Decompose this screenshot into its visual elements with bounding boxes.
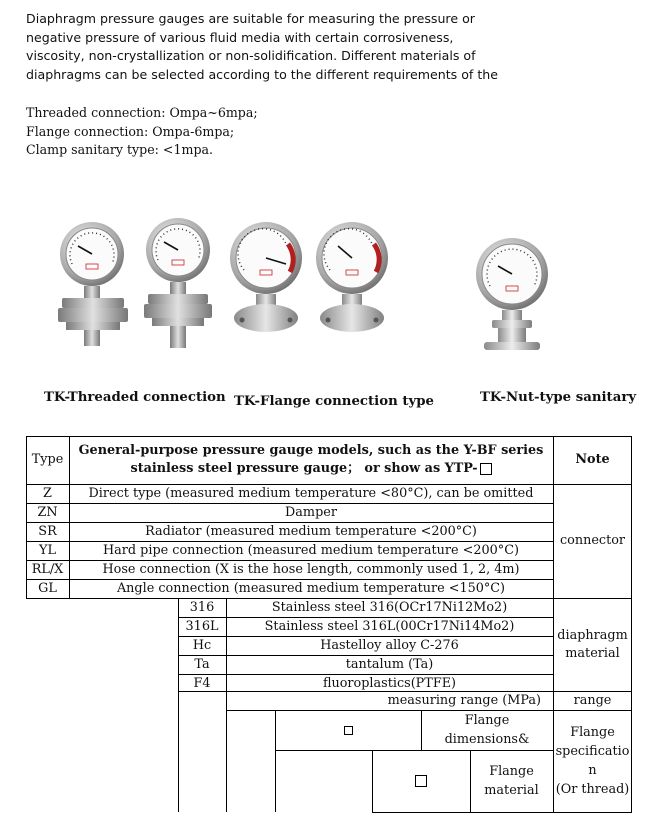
note-diaphragm-material [553, 598, 632, 691]
connector-code: GL [38, 580, 57, 596]
flange-gauges-photo [228, 218, 390, 338]
note-flange-specification [553, 710, 632, 812]
intro-line: Diaphragm pressure gauges are suitable for measuring the pressure or [26, 11, 475, 26]
placeholder-box [415, 775, 427, 787]
spec-clamp: Clamp sanitary type: <1mpa. [26, 142, 214, 158]
table-rule [178, 691, 632, 692]
intro-line: negative pressure of various fluid media with certain corrosiveness, [26, 29, 454, 45]
table-rule [178, 655, 553, 656]
table-rule [26, 560, 553, 561]
table-rule [26, 484, 632, 485]
connector-code: YL [39, 542, 56, 558]
note-spec-line4: (Or thread) [555, 782, 630, 797]
threaded-gauges-photo [50, 212, 220, 354]
table-rule [470, 750, 471, 812]
intro-paragraph [26, 10, 626, 84]
spec-flange: Flange connection: Ompa-6mpa; [26, 123, 235, 139]
table-border [26, 436, 27, 598]
header-models [69, 436, 553, 484]
placeholder-box [344, 726, 353, 735]
material-code: Hc [192, 637, 212, 653]
placeholder-box [480, 463, 492, 475]
table-rule [275, 710, 276, 812]
header-models-line1: General-purpose pressure gauge models, such as the Y-BF series [78, 443, 544, 458]
note-diaphragm-line1: diaphragm [557, 627, 628, 643]
intro-line: diaphragms can be selected according to the different requirements of the [26, 66, 499, 82]
intro-line: viscosity, non-crystallization or non-solidification. Different materials of [26, 48, 476, 64]
table-border [26, 436, 632, 437]
table-rule [372, 812, 632, 813]
connector-code: SR [38, 523, 57, 539]
caption-flange: TK-Flange connection type [234, 394, 435, 409]
flange-material-line1: Flange [489, 764, 534, 779]
table-rule [372, 750, 373, 812]
table-rule [421, 710, 422, 750]
connector-desc: Hard pipe connection (measured medium temperature <200°C) [103, 542, 519, 558]
header-type: Type [31, 452, 64, 467]
material-desc: fluoroplastics(PTFE) [322, 675, 457, 691]
table-rule [275, 750, 553, 751]
table-rule [26, 598, 632, 599]
material-desc: Stainless steel 316(OCr17Ni12Mo2) [271, 599, 508, 615]
table-rule [26, 522, 553, 523]
connector-code: Z [43, 485, 52, 501]
connector-code: RL/X [31, 561, 64, 577]
connector-desc: Hose connection (X is the hose length, commonly used 1, 2, 4m) [102, 561, 520, 577]
table-rule [178, 598, 179, 812]
flange-dimensions [421, 710, 553, 750]
table-rule [553, 436, 554, 812]
material-desc: tantalum (Ta) [345, 656, 434, 672]
table-rule [26, 579, 553, 580]
table-rule [178, 674, 553, 675]
table-rule [178, 636, 553, 637]
note-connector: connector [559, 533, 626, 548]
flange-dimensions-placeholder [275, 710, 421, 750]
flange-material-placeholder [372, 750, 470, 812]
caption-sanitary: TK-Nut-type sanitary [480, 390, 637, 405]
material-code: 316 [189, 599, 215, 615]
material-desc: Stainless steel 316L(00Cr17Ni14Mo2) [264, 618, 515, 634]
material-code: Ta [194, 656, 210, 672]
table-rule [178, 617, 553, 618]
material-code: 316L [185, 618, 219, 634]
table-rule [226, 598, 227, 812]
flange-dimensions-line1: Flange [464, 713, 510, 728]
flange-dimensions-line2: dimensions& [444, 732, 530, 747]
table-rule [26, 541, 553, 542]
header-note: Note [575, 452, 610, 467]
flange-material [470, 750, 553, 812]
table-rule [69, 436, 70, 598]
note-spec-line1: Flange [570, 725, 615, 740]
table-border [631, 436, 632, 812]
flange-material-line2: material [484, 783, 539, 798]
header-models-line2: stainless steel pressure gauge； or show as YTP- [130, 461, 478, 476]
spec-threaded: Threaded connection: Ompa~6mpa; [26, 105, 258, 120]
note-spec-line3: n [588, 763, 597, 778]
note-diaphragm-line2: material [565, 645, 620, 661]
connector-desc: Direct type (measured medium temperature <80°C), can be omitted [88, 485, 534, 501]
range-label: measuring range (MPa) [387, 692, 541, 708]
pressure-spec-list [26, 104, 258, 160]
connector-desc: Damper [285, 504, 337, 520]
connector-desc: Angle connection (measured medium temperature <150°C) [116, 580, 506, 596]
sanitary-gauge-photo [468, 236, 556, 356]
caption-threaded: TK-Threaded connection [44, 390, 226, 405]
material-code: F4 [193, 675, 211, 691]
connector-code: ZN [37, 504, 58, 520]
note-range: range [573, 692, 612, 708]
table-rule [226, 710, 632, 711]
table-rule [26, 503, 553, 504]
connector-desc: Radiator (measured medium temperature <200°C) [145, 523, 477, 539]
material-desc: Hastelloy alloy C-276 [320, 637, 459, 653]
note-spec-line2: specificatio [555, 744, 630, 759]
